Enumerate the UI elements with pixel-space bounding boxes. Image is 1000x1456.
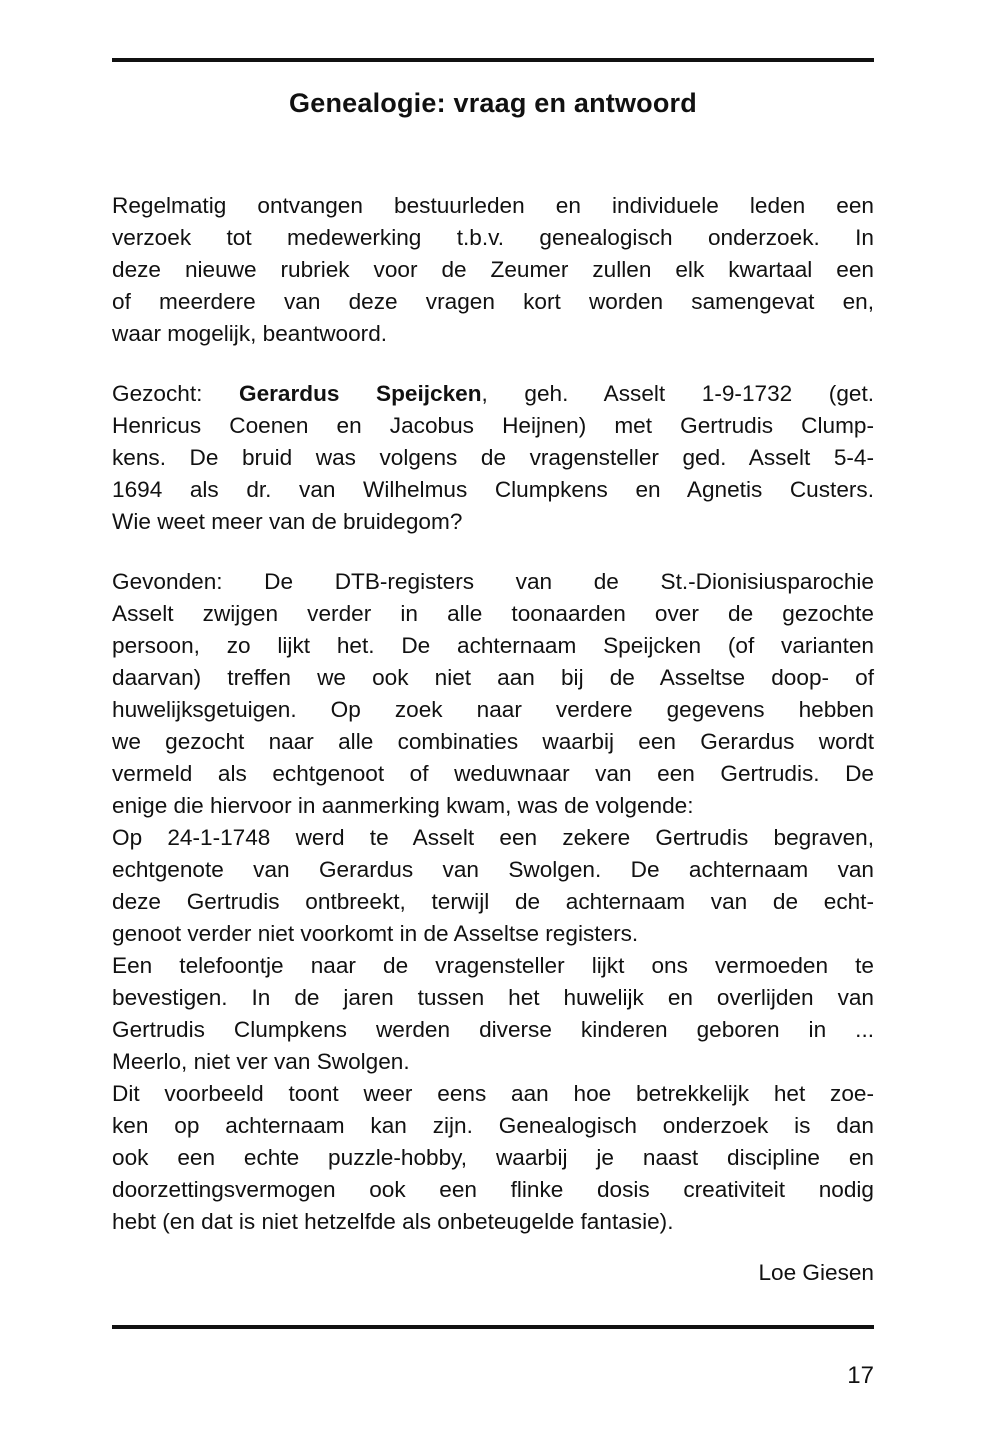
text-line: Asselt zwijgen verder in alle toonaarden over de gezochte [112, 601, 874, 626]
text-line: waar mogelijk, beantwoord. [112, 321, 388, 346]
text-line: deze Gertrudis ontbreekt, terwijl de achternaam van de echt- [112, 889, 874, 914]
text-line: verzoek tot medewerking t.b.v. genealogisch onderzoek. In [112, 225, 874, 250]
article-title: Genealogie: vraag en antwoord [289, 88, 697, 118]
text-line: Gevonden: De DTB-registers van de St.-Dionisiusparochie [112, 569, 874, 594]
page-number: 17 [847, 1362, 874, 1389]
text-line: persoon, zo lijkt het. De achternaam Speijcken (of varianten [112, 633, 874, 658]
text-line: genoot verder niet voorkomt in de Asseltse registers. [112, 921, 639, 946]
text-line [112, 378, 874, 410]
text-line: Meerlo, niet ver van Swolgen. [112, 1049, 410, 1074]
intro-paragraph [112, 190, 874, 350]
text-line: huwelijksgetuigen. Op zoek naar verdere gegevens hebben [112, 697, 874, 722]
text-line: doorzettingsvermogen ook een flinke dosis creativiteit nodig [112, 1177, 874, 1202]
text-line: ken op achternaam kan zijn. Genealogisch onderzoek is dan [112, 1113, 874, 1138]
text-line: ook een echte puzzle-hobby, waarbij je naast discipline en [112, 1145, 874, 1170]
text-line: hebt (en dat is niet hetzelfde als onbeteugelde fantasie). [112, 1209, 674, 1234]
text-line: deze nieuwe rubriek voor de Zeumer zullen elk kwartaal een [112, 257, 874, 282]
text-line: Op 24-1-1748 werd te Asselt een zekere Gertrudis begraven, [112, 825, 874, 850]
sought-person-name: Gerardus Speijcken [239, 381, 482, 406]
text-line: of meerdere van deze vragen kort worden samengevat en, [112, 289, 874, 314]
text-line: vermeld als echtgenoot of weduwnaar van een Gertrudis. De [112, 761, 874, 786]
text-line: enige die hiervoor in aanmerking kwam, was de volgende: [112, 793, 694, 818]
top-rule [112, 58, 874, 62]
text-line: 1694 als dr. van Wilhelmus Clumpkens en Agnetis Custers. [112, 477, 874, 502]
text-line: kens. De bruid was volgens de vragensteller ged. Asselt 5-4- [112, 445, 874, 470]
question-paragraph [112, 378, 874, 538]
question-line-rest: , geh. Asselt 1-9-1732 (get. [481, 381, 874, 406]
bottom-rule [112, 1325, 874, 1329]
question-label: Gezocht: [112, 381, 239, 406]
text-line: Gertrudis Clumpkens werden diverse kinderen geboren in ... [112, 1017, 874, 1042]
text-line: bevestigen. In de jaren tussen het huwelijk en overlijden van [112, 985, 874, 1010]
text-line: Wie weet meer van de bruidegom? [112, 509, 463, 534]
text-line: Regelmatig ontvangen bestuurleden en individuele leden een [112, 193, 874, 218]
text-line: we gezocht naar alle combinaties waarbij een Gerardus wordt [112, 729, 874, 754]
text-line: Henricus Coenen en Jacobus Heijnen) met Gertrudis Clump- [112, 413, 874, 438]
text-line: echtgenote van Gerardus van Swolgen. De achternaam van [112, 857, 874, 882]
text-line: Een telefoontje naar de vragensteller lijkt ons vermoeden te [112, 953, 874, 978]
text-line: daarvan) treffen we ook niet aan bij de Asseltse doop- of [112, 665, 874, 690]
author-signature: Loe Giesen [758, 1260, 874, 1285]
answer-paragraph [112, 566, 874, 1238]
text-line: Dit voorbeeld toont weer eens aan hoe betrekkelijk het zoe- [112, 1081, 874, 1106]
